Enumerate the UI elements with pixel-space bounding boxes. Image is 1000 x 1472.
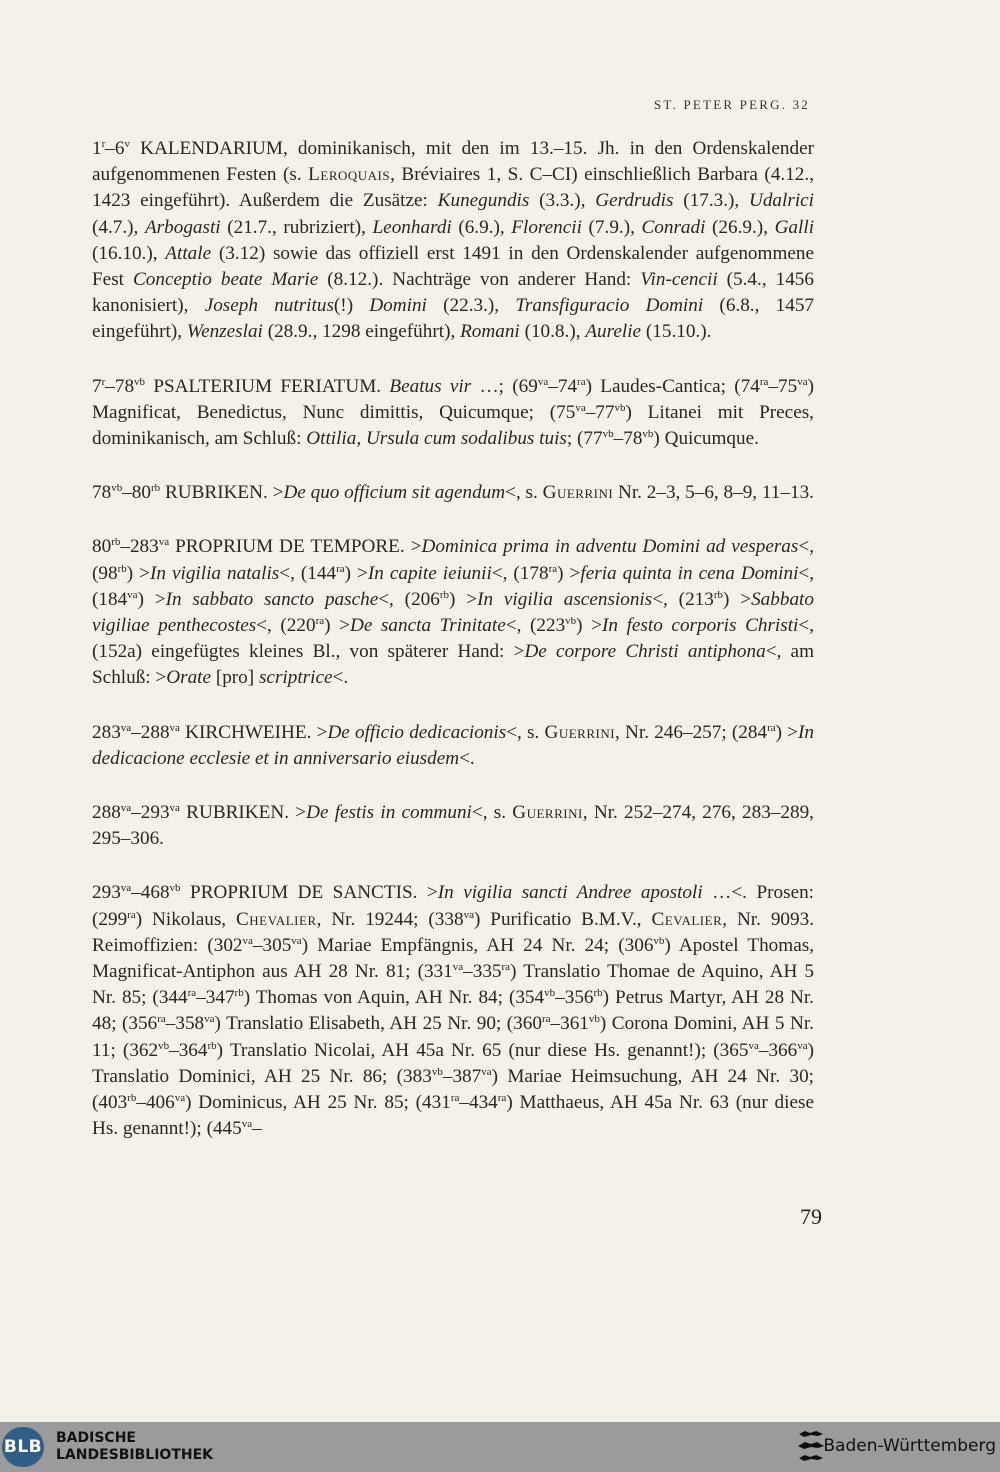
page-number: 79 [800, 1204, 822, 1229]
footer-bar [0, 1422, 1000, 1472]
entry-proprium-de-tempore [92, 534, 814, 691]
library-name[interactable] [56, 1430, 213, 1464]
entry-text: $288^{va}-293^{va}$ RUBRIKEN. >De festis in communi<, s. Guerrini, Nr. 252–274, 276, 283–289, 295–306. [92, 802, 814, 850]
entry-rubriken-2 [92, 800, 814, 852]
entry-text: $80^{rb}-283^{va}$ PROPRIUM DE TEMPORE. >Dominica prima in adventu Domini ad vesperas<, $(98^{rb}) >In$ vigilia natalis<, $(144^{ra}) >In$ capite ieiunii<, $(178^{ra})$ >feria quinta in cena Domini<, $(184^{va}) >In$ sabbato sancto pasche<, $(206^{rb}) >In$ vigilia ascensionis<, $(213^{rb})$ >Sabbato vigiliae penthecostes<, $(220^{ra}) >De$ sancta Trinitate<, $(223^{vb}) >In$ festo corporis Christi<, (152a) eingefügtes kleines Bl., von späterer Hand: >De corpore Christi antiphona<, am Schluß: >Orate [pro] scriptrice<. [92, 536, 815, 689]
running-head: ST. PETER PERG. 32 [653, 97, 810, 112]
entry-text: $78^{vb}-80^{rb}$ RUBRIKEN. >De quo officium sit agendum<, s. Guerrini Nr. 2–3, 5–6, 8–9, 11–13. [92, 482, 814, 504]
entry-rubriken-1 [92, 480, 814, 506]
entry-kirchweihe [92, 720, 814, 772]
library-name-line2: LANDESBIBLIOTHEK [56, 1447, 214, 1463]
entry-psalterium [92, 374, 814, 453]
entry-text: 1$^r$–6$^v$ KALENDARIUM, dominikanisch, mit den im 13.–15. Jh. in den Ordenskalender aufgenommenen Festen (s. Leroquais, Bréviaires 1, S. C–CI) einschließlich Barbara (4.12., 1423 eingeführt). Außerdem die Zusätze: Kunegundis (3.3.), Gerdrudis (17.3.), Udalrici (4.7.), Arbogasti (21.7., rubriziert), Leonhardi (6.9.), Florencii (7.9.), Conradi (26.9.), Galli (16.10.), Attale (3.12) sowie das offiziell erst 1491 in den Ordenskalender aufgenommene Fest Conceptio beate Marie (8.12.). Nachträge von anderer Hand: Vin-cencii (5.4., 1456 kanonisiert), Joseph nutritus(!) Domini (22.3.), Transfiguracio Domini (6.8., 1457 eingeführt), Wenzeslai (28.9., 1298 eingeführt), Romani (10.8.), Aurelie (15.10.). [92, 138, 815, 343]
state-name[interactable]: Baden-Württemberg [823, 1436, 996, 1456]
library-name-line1: BADISCHE [56, 1430, 136, 1446]
blb-logo[interactable]: BLB [2, 1427, 44, 1467]
baden-wuerttemberg-lions-icon[interactable] [796, 1428, 826, 1466]
catalog-body [92, 136, 814, 1171]
entry-proprium-de-sanctis [92, 880, 814, 1142]
entry-text: $7^r-78^{vb}$ PSALTERIUM FERIATUM. Beatus vir …; $(69^{va}-74^{ra})$ Laudes-Cantica; $(74^{ra}-75^{va})$ Magnificat, Benedictus, Nunc dimittis, Quicumque; $(75^{va}-77^{vb})$ Litanei mit Preces, dominikanisch, am Schluß: Ottilia, Ursula cum sodalibus tuis; $(77^{vb}-78^{vb})$ Quicumque. [92, 375, 814, 450]
entry-kalendarium [92, 136, 814, 346]
entry-text: $283^{va}-288^{va}$ KIRCHWEIHE. >De officio dedicacionis<, s. Guerrini, Nr. 246–257; $(284^{ra}) >In$ dedicacione ecclesie et in anniversario eiusdem<. [92, 721, 814, 769]
entry-text: $293^{va}-468^{vb}$ PROPRIUM DE SANCTIS. >In vigilia sancti Andree apostoli …<. Prosen: $(299^{ra})$ Nikolaus, Chevalier, Nr. 19244; $(338^{va})$ Purificatio B.M.V., Cevalier, Nr. 9093. Reimoffizien: $(302^{va}-305^{va})$ Mariae Empfängnis, AH 24 Nr. 24; $(306^{vb})$ Apostel Thomas, Magnificat-Antiphon aus AH 28 Nr. 81; $(331^{va}-335^{ra})$ Translatio Thomae de Aquino, AH 5 Nr. 85; $(344^{ra}-347^{rb})$ Thomas von Aquin, AH Nr. 84; $(354^{vb}-356^{rb})$ Petrus Martyr, AH 28 Nr. 48; $(356^{ra}-358^{va})$ Translatio Elisabeth, AH 25 Nr. 90; $(360^{ra}-361^{vb})$ Corona Domini, AH 5 Nr. 11; $(362^{vb}-364^{rb})$ Translatio Nicolai, AH 45a Nr. 65 (nur diese Hs. genannt!); $(365^{va}-366^{va})$ Translatio Dominici, AH 25 Nr. 86; $(383^{vb}-387^{va})$ Mariae Heimsuchung, AH 24 Nr. 30; $(403^{rb}-406^{va})$ Dominicus, AH 25 Nr. 85; $(431^{ra}-434^{ra})$ Matthaeus, AH 45a Nr. 63 (nur diese Hs. genannt!); ($445^{va}-$ [92, 882, 815, 1140]
